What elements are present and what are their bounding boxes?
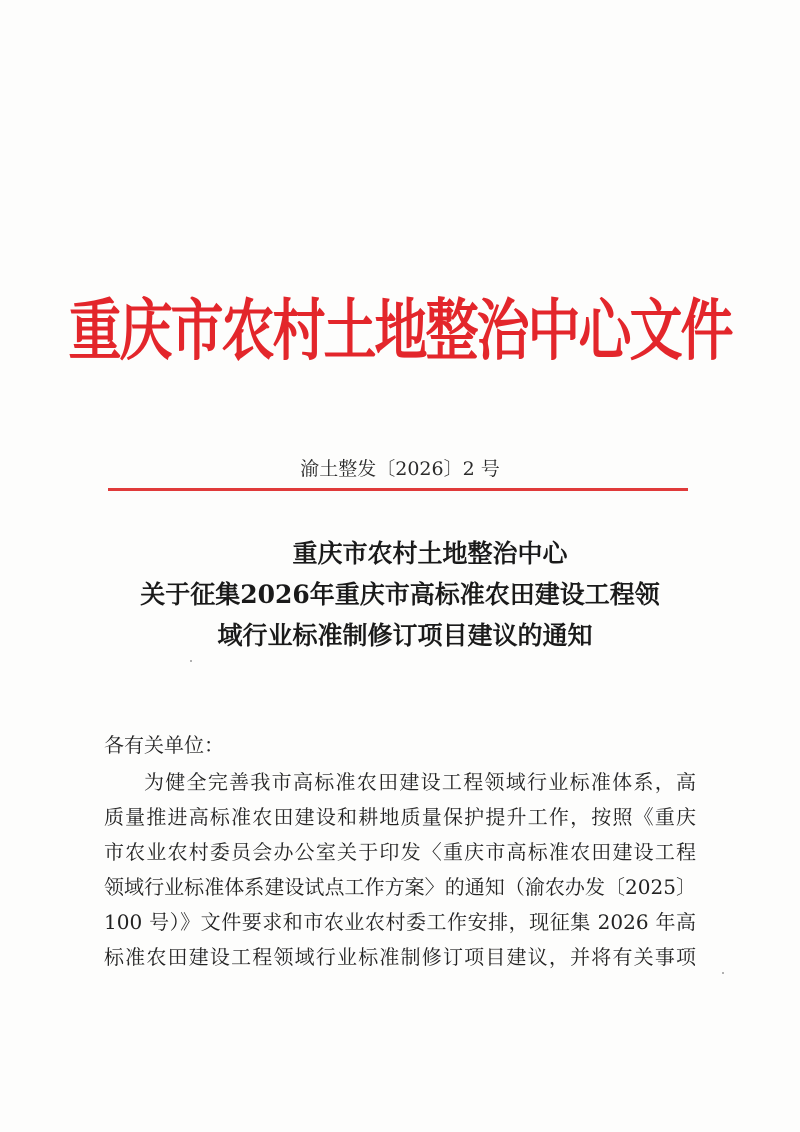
issuer-title: 重庆市农村土地整治中心文件 xyxy=(68,293,732,370)
title-line-2: 关于征集2026年重庆市高标准农田建设工程领 xyxy=(140,580,660,609)
body-line: 领域行业标准体系建设试点工作方案〉的通知（渝农办发〔2025〕 xyxy=(104,875,696,899)
title-line-3: 域行业标准制修订项目建议的通知 xyxy=(217,621,593,650)
salutation: 各有关单位： xyxy=(104,733,224,757)
body-line: 标准农田建设工程领域行业标准制修订项目建议，并将有关事项 xyxy=(104,945,696,969)
body-paragraph xyxy=(104,765,696,975)
document-number: 渝土整发〔2026〕2 号 xyxy=(300,458,500,480)
body-line: 100 号）》文件要求和市农业农村委工作安排，现征集 2026 年高 xyxy=(104,910,696,934)
body-line: 市农业农村委员会办公室关于印发〈重庆市高标准农田建设工程 xyxy=(104,840,696,864)
scan-speck xyxy=(190,660,192,662)
body-line: 质量推进高标准农田建设和耕地质量保护提升工作，按照《重庆 xyxy=(104,805,696,829)
red-divider-line xyxy=(108,488,688,491)
scan-speck xyxy=(722,972,724,974)
body-line: 为健全完善我市高标准农田建设工程领域行业标准体系，高 xyxy=(144,770,696,794)
notice-title xyxy=(0,533,800,656)
title-line-1: 重庆市农村土地整治中心 xyxy=(292,539,568,568)
